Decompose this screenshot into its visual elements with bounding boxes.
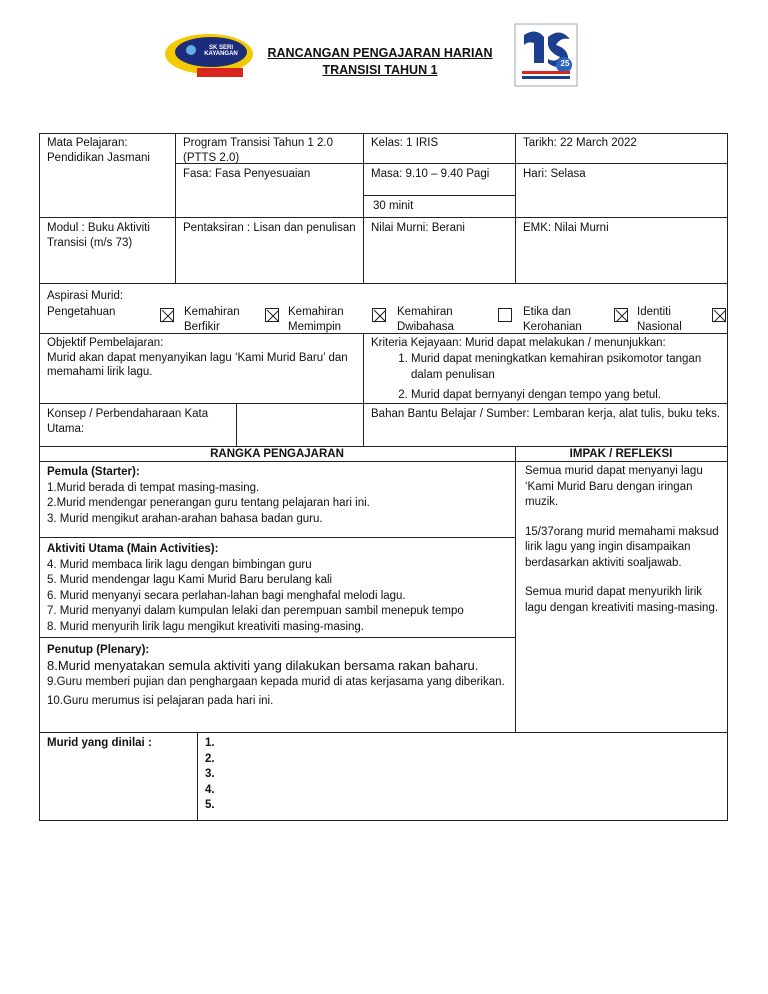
phase-cell: Fasa: Fasa Penyesuaian bbox=[183, 168, 311, 180]
assessment-cell: Pentaksiran : Lisan dan penulisan bbox=[183, 222, 356, 234]
aspiration-label: Etika dan Kerohanian bbox=[523, 306, 582, 333]
reflection-header: IMPAK / REFLEKSI bbox=[569, 448, 673, 460]
subject-value: Pendidikan Jasmani bbox=[47, 151, 150, 164]
objective-cell bbox=[42, 334, 363, 382]
duration-cell: 30 minit bbox=[373, 200, 414, 212]
list-item: 3. Murid mengikut arahan-arahan bahasa badan guru. bbox=[47, 512, 323, 525]
starter-heading: Pemula (Starter): bbox=[47, 466, 140, 478]
aspiration-checkbox-berfikir[interactable] bbox=[265, 308, 279, 322]
starter-section bbox=[42, 463, 515, 529]
class-cell: Kelas: 1 IRIS bbox=[371, 137, 439, 149]
reflection-paragraph: 15/37orang murid memahami maksud lirik lagu yang ingin disampaikan berdasarkan aktiviti soaljawab. bbox=[525, 525, 719, 569]
list-item: 7. Murid menyanyi dalam kumpulan lelaki dan perempuan sambil menepuk tempo bbox=[47, 605, 464, 617]
list-item: 5. bbox=[205, 799, 215, 811]
list-item: 10.Guru merumus isi pelajaran pada hari ini. bbox=[47, 695, 274, 707]
objective-text: Murid akan dapat menyanyikan lagu ‘Kami Murid Baru’ dan memahami lirik lagu. bbox=[47, 351, 348, 378]
list-item: 6. Murid menyanyi secara perlahan-lahan bagi menghafal melodi lagu. bbox=[47, 589, 406, 602]
concept-cell: Konsep / Perbendaharaan Kata Utama: bbox=[47, 408, 209, 435]
title-line-2: TRANSISI TAHUN 1 bbox=[322, 63, 438, 77]
success-criteria-heading: Kriteria Kejayaan: Murid dapat melakukan / menunjukkan: bbox=[371, 337, 666, 349]
school-logo bbox=[163, 30, 255, 80]
school-logo-text: SK SERI KAYANGAN bbox=[204, 45, 238, 57]
list-item: 8. Murid menyurih lirik lagu mengikut kreativiti masing-masing. bbox=[47, 620, 365, 633]
aspiration-heading: Aspirasi Murid: bbox=[47, 290, 124, 302]
list-item: 1. bbox=[205, 737, 215, 749]
program-code: (PTTS 2.0) bbox=[183, 151, 240, 164]
subject-label: Mata Pelajaran: bbox=[47, 137, 128, 149]
aspiration-label: Kemahiran Memimpin bbox=[288, 306, 344, 333]
list-item: 4. Murid membaca lirik lagu dengan bimbingan guru bbox=[47, 558, 312, 571]
day-cell: Hari: Selasa bbox=[523, 168, 586, 180]
list-item: 9.Guru memberi pujian dan penghargaan kepada murid di atas kerjasama yang diberikan. bbox=[47, 676, 505, 688]
reflection-paragraph: Semua murid dapat menyurikh lirik lagu dengan kreativiti masing-masing. bbox=[525, 586, 719, 614]
emk-cell: EMK: Nilai Murni bbox=[523, 222, 609, 234]
time-cell: Masa: 9.10 – 9.40 Pagi bbox=[371, 168, 490, 180]
module-cell: Modul : Buku Aktiviti Transisi (m/s 73) bbox=[47, 222, 150, 249]
aspiration-label: Kemahiran Berfikir bbox=[184, 306, 240, 333]
plenary-heading: Penutup (Plenary): bbox=[47, 644, 150, 656]
main-activities-heading: Aktiviti Utama (Main Activities): bbox=[47, 543, 219, 555]
list-item: 2.Murid mendengar penerangan guru tentang pelajaran hari ini. bbox=[47, 497, 370, 509]
list-item: 2. Murid dapat bernyanyi dengan tempo yang betul. bbox=[411, 387, 722, 403]
aspiration-checkbox-dwibahasa[interactable] bbox=[498, 308, 512, 322]
subject-cell bbox=[42, 134, 175, 167]
aspiration-label: Kemahiran Dwibahasa bbox=[397, 306, 454, 333]
aspiration-label: Pengetahuan bbox=[47, 306, 116, 318]
program-cell bbox=[178, 134, 363, 167]
aspiration-checkbox-identiti[interactable] bbox=[712, 308, 726, 322]
main-activities-section bbox=[42, 540, 515, 637]
ministry-logo-text: 25 bbox=[560, 59, 570, 68]
program-value: Program Transisi Tahun 1 2.0 bbox=[183, 137, 334, 149]
reflection-paragraph: Semua murid dapat menyanyi lagu ‘Kami Murid Baru dengan iringan muzik. bbox=[525, 465, 703, 508]
page-title bbox=[255, 45, 505, 79]
objective-heading: Objektif Pembelajaran: bbox=[47, 337, 164, 349]
aspiration-checkbox-pengetahuan[interactable] bbox=[160, 308, 174, 322]
materials-cell: Bahan Bantu Belajar / Sumber: Lembaran kerja, alat tulis, buku teks. bbox=[371, 408, 721, 420]
list-item: 2. bbox=[205, 752, 215, 765]
date-cell: Tarikh: 22 March 2022 bbox=[523, 137, 637, 149]
aspiration-checkbox-etika[interactable] bbox=[614, 308, 628, 322]
ministry-logo bbox=[514, 23, 578, 87]
lesson-outline-header: RANGKA PENGAJARAN bbox=[210, 448, 344, 460]
plenary-section bbox=[42, 640, 515, 711]
list-item: 1. Murid dapat meningkatkan kemahiran psikomotor tangan dalam penulisan bbox=[411, 351, 722, 383]
moral-value-cell: Nilai Murni: Berani bbox=[371, 222, 465, 234]
list-item: 8.Murid menyatakan semula aktiviti yang dilakukan bersama rakan baharu. bbox=[47, 658, 479, 673]
success-criteria-cell bbox=[366, 334, 727, 405]
aspiration-checkbox-memimpin[interactable] bbox=[372, 308, 386, 322]
list-item: 1.Murid berada di tempat masing-masing. bbox=[47, 481, 260, 494]
assessed-students-label: Murid yang dinilai : bbox=[47, 737, 152, 749]
list-item: 5. Murid mendengar lagu Kami Murid Baru berulang kali bbox=[47, 574, 333, 586]
list-item: 3. bbox=[205, 768, 215, 780]
title-line-1: RANCANGAN PENGAJARAN HARIAN bbox=[267, 46, 493, 60]
list-item: 4. bbox=[205, 783, 215, 796]
assessed-students-list bbox=[200, 734, 260, 816]
success-criteria-list bbox=[371, 351, 722, 403]
reflection-section bbox=[520, 462, 725, 618]
aspiration-label: Identiti Nasional bbox=[637, 306, 682, 333]
